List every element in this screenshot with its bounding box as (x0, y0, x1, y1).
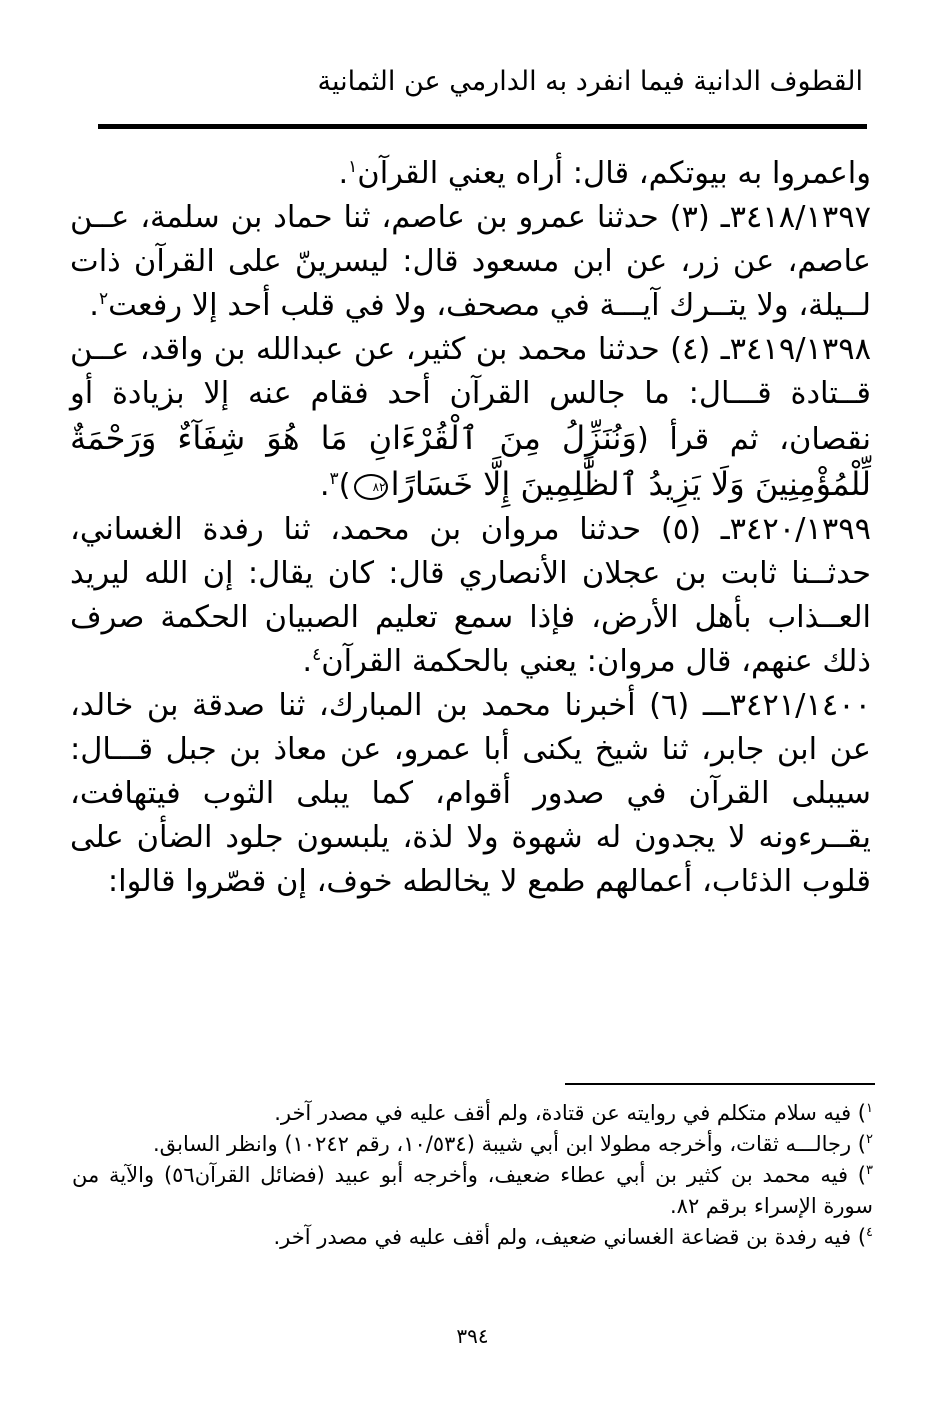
hadith-3418 (70, 196, 871, 328)
footnote-text: ) فيه محمد بن كثير بن أبي عطاء ضعيف، وأخرجه أبو عبيد (فضائل القرآن٥٦) والآية من سورة الإسراء برقم ٨٢. (72, 1163, 873, 1218)
footnote-ref-2: ٢ (98, 288, 109, 309)
footnote-number: ٤ (866, 1225, 873, 1240)
text-segment: واعمروا به بيوتكم، قال: أراه يعني القرآن (357, 156, 871, 191)
text-segment: ٣٤٢٠/١٣٩٩ـ (٥) حدثنا مروان بن محمد، ثنا رفدة الغساني، حدثــنا ثابت بن عجلان الأنصاري قال: كان يقال: إن الله ليريد العــذاب بأهل الأرض، فإذا سمع تعليم الصبيان الحكمة صرف ذلك عنهم، قال مروان: يعني بالحكمة القرآن (70, 512, 871, 679)
hadith-3421 (70, 684, 871, 904)
footnote-ref-4: ٤ (312, 644, 322, 665)
footnote-4 (72, 1222, 873, 1253)
page-number: ٣٩٤ (456, 1324, 489, 1348)
footnote-1 (72, 1098, 873, 1129)
text-segment: ٣٤١٩/١٣٩٨ـ (٤) حدثنا محمد بن كثير، عن عبدالله بن واقد، عــن قــتادة قـــال: ما جالس القرآن أحد فقام عنه إلا بزيادة أو نقصان، ثم قرأ ( (70, 332, 872, 457)
footnote-text: ) فيه رفدة بن قضاعة الغساني ضعيف، ولم أقف عليه في مصدر آخر. (273, 1225, 867, 1249)
text-segment: . (319, 468, 330, 503)
running-header-title: القطوف الدانية فيما انفرد به الدارمي عن الثمانية (317, 66, 863, 97)
footnote-number: ١ (866, 1101, 873, 1116)
hadith-3420 (70, 508, 871, 684)
footnote-text: ) فيه سلام متكلم في روايته عن قتادة، ولم أقف عليه في مصدر آخر. (274, 1101, 867, 1125)
footnote-ref-3: ٣ (329, 468, 339, 489)
text-segment: ) (338, 468, 351, 503)
paragraph-1 (70, 152, 871, 196)
footnote-ref-1: ١ (348, 156, 358, 177)
main-text (70, 152, 871, 904)
aya-number-mark: ٨٢ (354, 474, 388, 500)
footnote-2 (72, 1129, 873, 1160)
footnote-rule (565, 1083, 875, 1085)
footnote-3 (72, 1160, 873, 1222)
text-segment: ٣٤٢١/١٤٠٠ـــ (٦) أخبرنا محمد بن المبارك، ثنا صدقة بن خالد، عن ابن جابر، ثنا شيخ يكنى أبا عمرو، عن معاذ بن جبل قـــال: سيبلى القرآن في صدور أقوام، كما يبلى الثوب فيتهافت، يقــرءونه لا يجدون له شهوة ولا لذة، يلبسون جلود الضأن على قلوب الذئاب، أعمالهم طمع لا يخالطه خوف، إن قصّروا قالوا: (70, 688, 871, 899)
text-segment: . (89, 288, 99, 323)
text-segment: ٣٤١٨/١٣٩٧ـ (٣) حدثنا عمرو بن عاصم، ثنا حماد بن سلمة، عــن عاصم، عن زر، عن ابن مسعود قال: ليسرينّ على القرآن ذات لــيلة، ولا يتــرك آيـــة في مصحف، ولا في قلب أحد إلا رفعت (70, 200, 871, 323)
text-segment: . (302, 644, 313, 679)
footnote-number: ٢ (866, 1132, 873, 1147)
header-rule (98, 124, 867, 129)
footnote-text: ) رجالـــه ثقات، وأخرجه مطولا ابن أبي شيبة (١٠/٥٣٤، رقم ١٠٢٤٢) وانظر السابق. (152, 1132, 867, 1156)
quran-verse: وَنُنَزِّلُ مِنَ ٱلْقُرْءَانِ مَا هُوَ شِفَآءٌ وَرَحْمَةٌ لِّلْمُؤْمِنِينَ وَلَا يَزِيدُ ٱلظَّٰلِمِينَ إِلَّا خَسَارًا (70, 419, 871, 503)
footnotes (72, 1098, 873, 1253)
hadith-3419 (70, 328, 871, 508)
text-segment: . (338, 156, 349, 191)
footnote-number: ٣ (866, 1163, 873, 1178)
